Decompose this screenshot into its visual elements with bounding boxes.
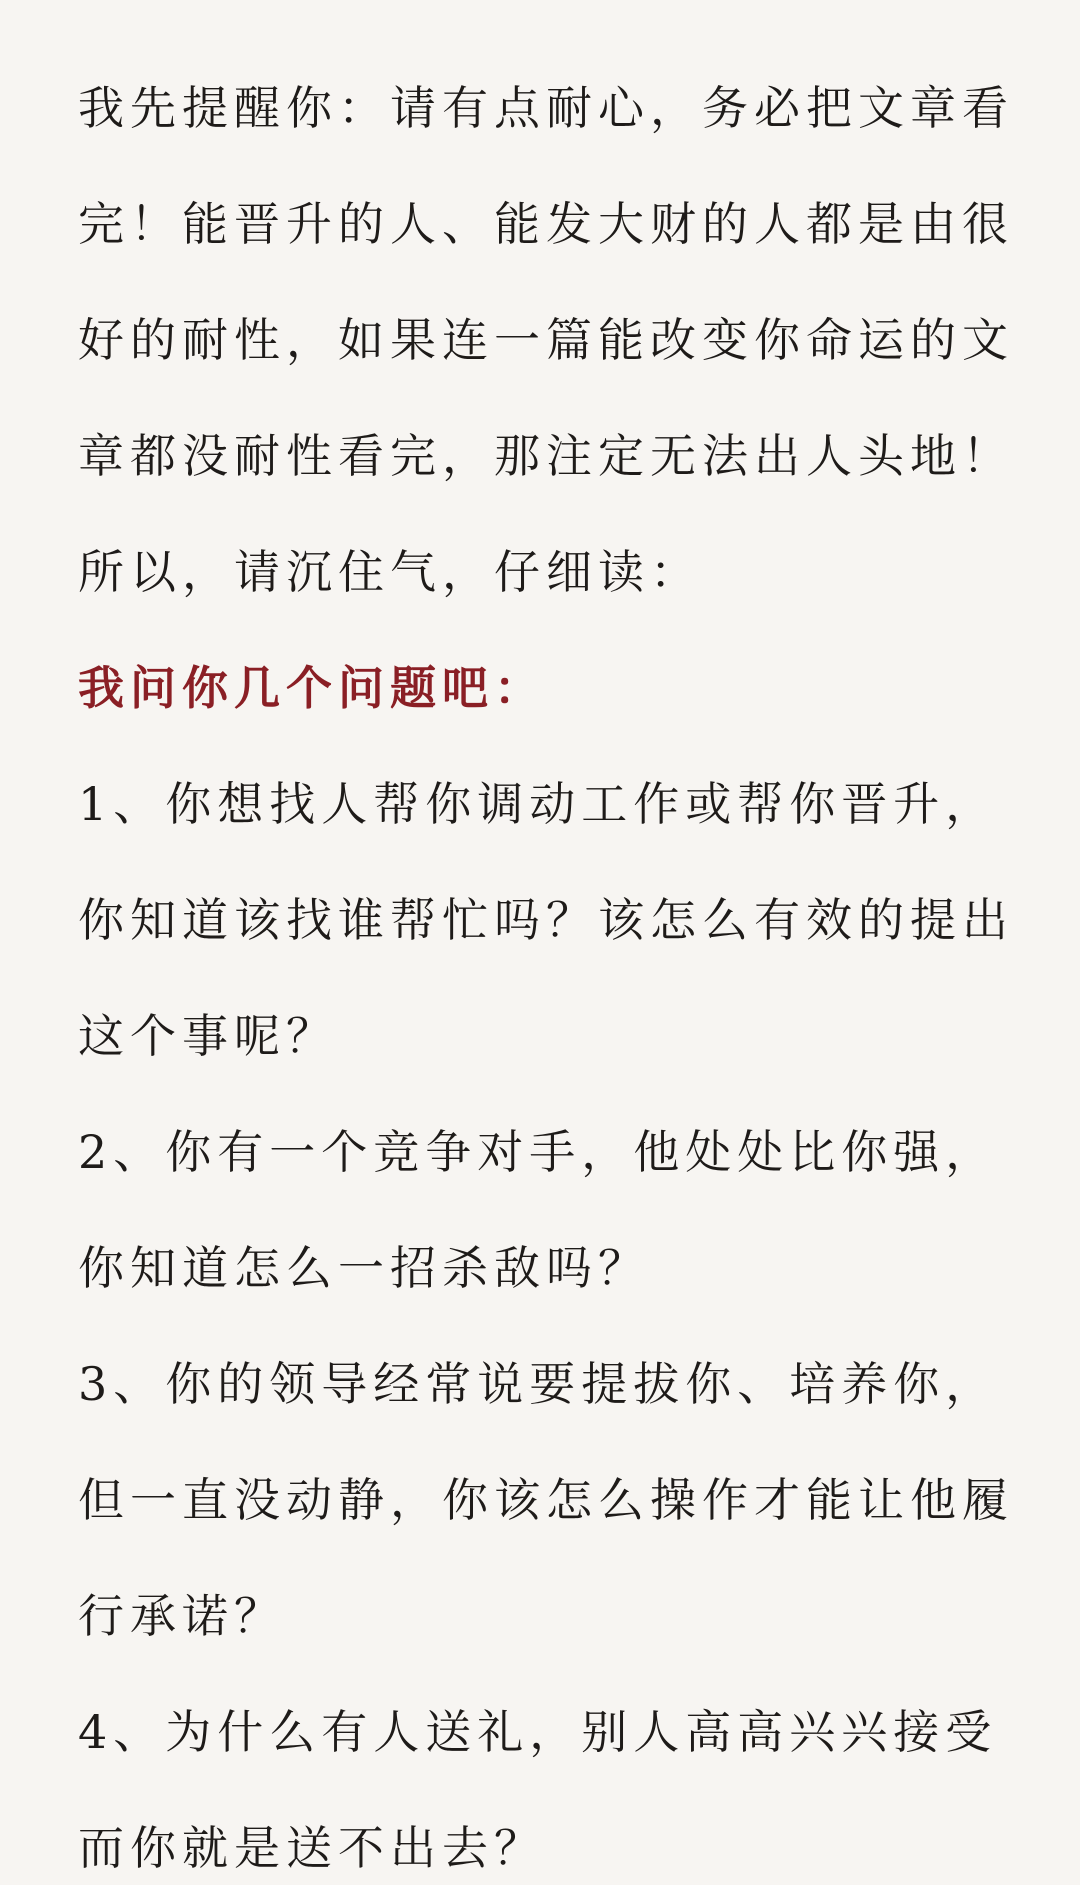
question-4-line-1: 4、为什么有人送礼，别人高高兴兴接受 bbox=[78, 1705, 998, 1759]
intro-line-2: 完！能晋升的人、能发大财的人都是由很 bbox=[78, 197, 1014, 251]
section-heading: 我问你几个问题吧： bbox=[78, 661, 546, 715]
intro-line-3: 好的耐性，如果连一篇能改变你命运的文 bbox=[78, 313, 1014, 367]
question-1-line-2: 你知道该找谁帮忙吗？该怎么有效的提出 bbox=[78, 893, 1014, 947]
question-2-line-2: 你知道怎么一招杀敌吗？ bbox=[78, 1241, 650, 1295]
question-3-line-2: 但一直没动静，你该怎么操作才能让他履 bbox=[78, 1473, 1014, 1527]
question-1-line-1: 1、你想找人帮你调动工作或帮你晋升， bbox=[78, 777, 998, 831]
intro-line-5: 所以，请沉住气，仔细读： bbox=[78, 545, 702, 599]
question-4-line-2: 而你就是送不出去？ bbox=[78, 1821, 546, 1875]
intro-line-1: 我先提醒你：请有点耐心，务必把文章看 bbox=[78, 81, 1014, 135]
question-1-line-3: 这个事呢？ bbox=[78, 1009, 338, 1063]
question-3-line-1: 3、你的领导经常说要提拔你、培养你， bbox=[78, 1357, 998, 1411]
intro-line-4: 章都没耐性看完，那注定无法出人头地！ bbox=[78, 429, 1014, 483]
question-3-line-3: 行承诺？ bbox=[78, 1589, 286, 1643]
question-2-line-1: 2、你有一个竞争对手，他处处比你强， bbox=[78, 1125, 998, 1179]
